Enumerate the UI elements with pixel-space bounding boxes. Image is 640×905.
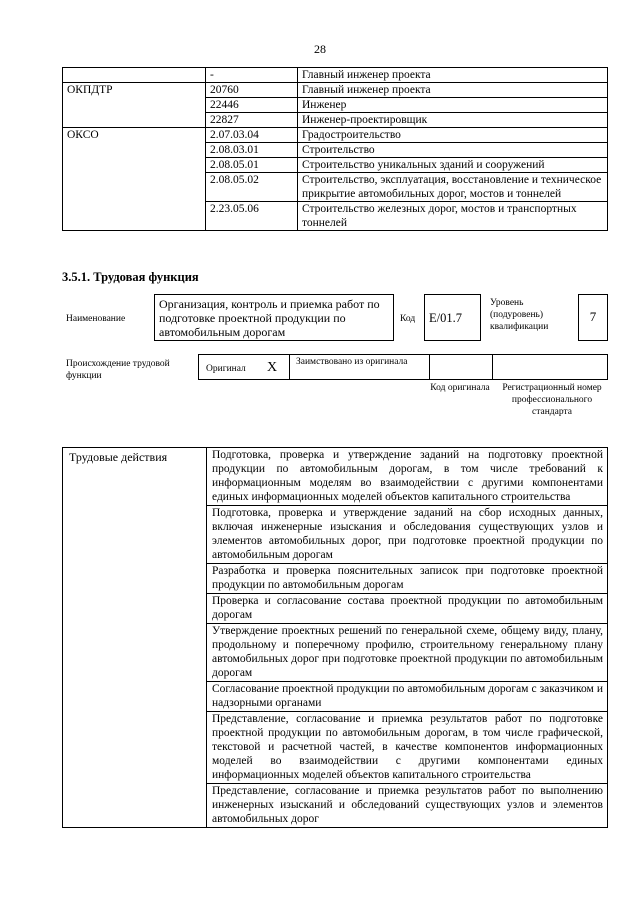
labor-action-text: Согласование проектной продукции по автомобильным дорогам с заказчиком и надзорными органами (207, 682, 608, 712)
code-original-caption: Код оригинала (430, 383, 490, 393)
qualification-level-value: 7 (578, 294, 608, 341)
labor-actions-label: Трудовые действия (63, 448, 207, 828)
registration-number-caption: Регистрационный номер профессионального стандарта (502, 383, 602, 417)
classifier-title: Главный инженер проекта (298, 68, 608, 83)
labor-action-text: Представление, согласование и приемка результатов работ по выполнению инженерных изысканий и обследований существующих узлов и элементов автомобильных дорог (207, 784, 608, 828)
name-label: Наименование (66, 314, 126, 324)
page-number: 28 (314, 42, 326, 56)
original-mark: X (267, 360, 278, 375)
classifier-row (63, 128, 608, 143)
classifier-title: Инженер-проектировщик (298, 113, 608, 128)
labor-action-text: Представление, согласование и приемка результатов работ по подготовке проектной продукции по автомобильным дорогам, в том числе графической, текстовой и расчетной частей, в качестве компонентов информационных моделей во взаимодействии с другими компонентами единых информационных моделей объектов капитального строительства (207, 712, 608, 784)
classifier-name: ОКПДТР (63, 83, 206, 128)
labor-action-text: Проверка и согласование состава проектной продукции по автомобильным дорогам (207, 594, 608, 624)
classifier-title: Инженер (298, 98, 608, 113)
classifier-code: 2.08.05.02 (206, 173, 298, 202)
borrowed-label: Заимствовано из оригинала (296, 357, 408, 367)
classifier-code: 2.23.05.06 (206, 202, 298, 231)
classifier-title: Строительство уникальных зданий и сооружений (298, 158, 608, 173)
classifier-code: 2.07.03.04 (206, 128, 298, 143)
classifier-row (63, 68, 608, 83)
code-label: Код (400, 314, 416, 324)
classifier-code: 2.08.03.01 (206, 143, 298, 158)
origin-divider (289, 354, 290, 380)
classifier-code: 22446 (206, 98, 298, 113)
classifier-code: 22827 (206, 113, 298, 128)
level-label: Уровень (подуровень) квалификации (490, 298, 549, 332)
classifier-code: 2.08.05.01 (206, 158, 298, 173)
classifier-row (63, 83, 608, 98)
origin-divider (492, 354, 493, 380)
labor-action-text: Подготовка, проверка и утверждение заданий на подготовку проектной продукции по автомобильным дорогам, в том числе требований к информационным моделям во взаимодействии с другими компонентами единых информационных моделей объектов капитального строительства (207, 448, 608, 506)
classifier-title: Градостроительство (298, 128, 608, 143)
classifier-title: Главный инженер проекта (298, 83, 608, 98)
labor-action-text: Подготовка, проверка и утверждение заданий на сбор исходных данных, включая инженерные изыскания и обследования существующих узлов и элементов автомобильных дорог, при подготовке проектной продукции по автомобильным дорогам (207, 506, 608, 564)
classifier-codes-table (62, 67, 608, 231)
function-name-value: Организация, контроль и приемка работ по подготовке проектной продукции по автомобильным дорогам (154, 294, 394, 341)
original-label: Оригинал (206, 364, 246, 374)
classifier-name: ОКСО (63, 128, 206, 231)
labor-actions-table (62, 447, 608, 828)
classifier-title: Строительство железных дорог, мостов и транспортных тоннелей (298, 202, 608, 231)
classifier-name (63, 68, 206, 83)
function-code-value: E/01.7 (424, 294, 481, 341)
classifier-title: Строительство, эксплуатация, восстановление и техническое прикрытие автомобильных дорог, мостов и тоннелей (298, 173, 608, 202)
origin-label: Происхождение трудовой функции (66, 359, 170, 381)
classifier-code: 20760 (206, 83, 298, 98)
section-heading: 3.5.1. Трудовая функция (62, 270, 199, 284)
origin-divider (429, 354, 430, 380)
classifier-code: - (206, 68, 298, 83)
labor-action-text: Разработка и проверка пояснительных записок при подготовке проектной продукции по автомобильным дорогам (207, 564, 608, 594)
labor-action-text: Утверждение проектных решений по генеральной схеме, общему виду, плану, продольному и поперечному профилю, строительному генеральному плану автомобильных дорог при подготовке проектной продукции по автомобильным дорогам (207, 624, 608, 682)
classifier-title: Строительство (298, 143, 608, 158)
labor-action-row (63, 448, 608, 506)
